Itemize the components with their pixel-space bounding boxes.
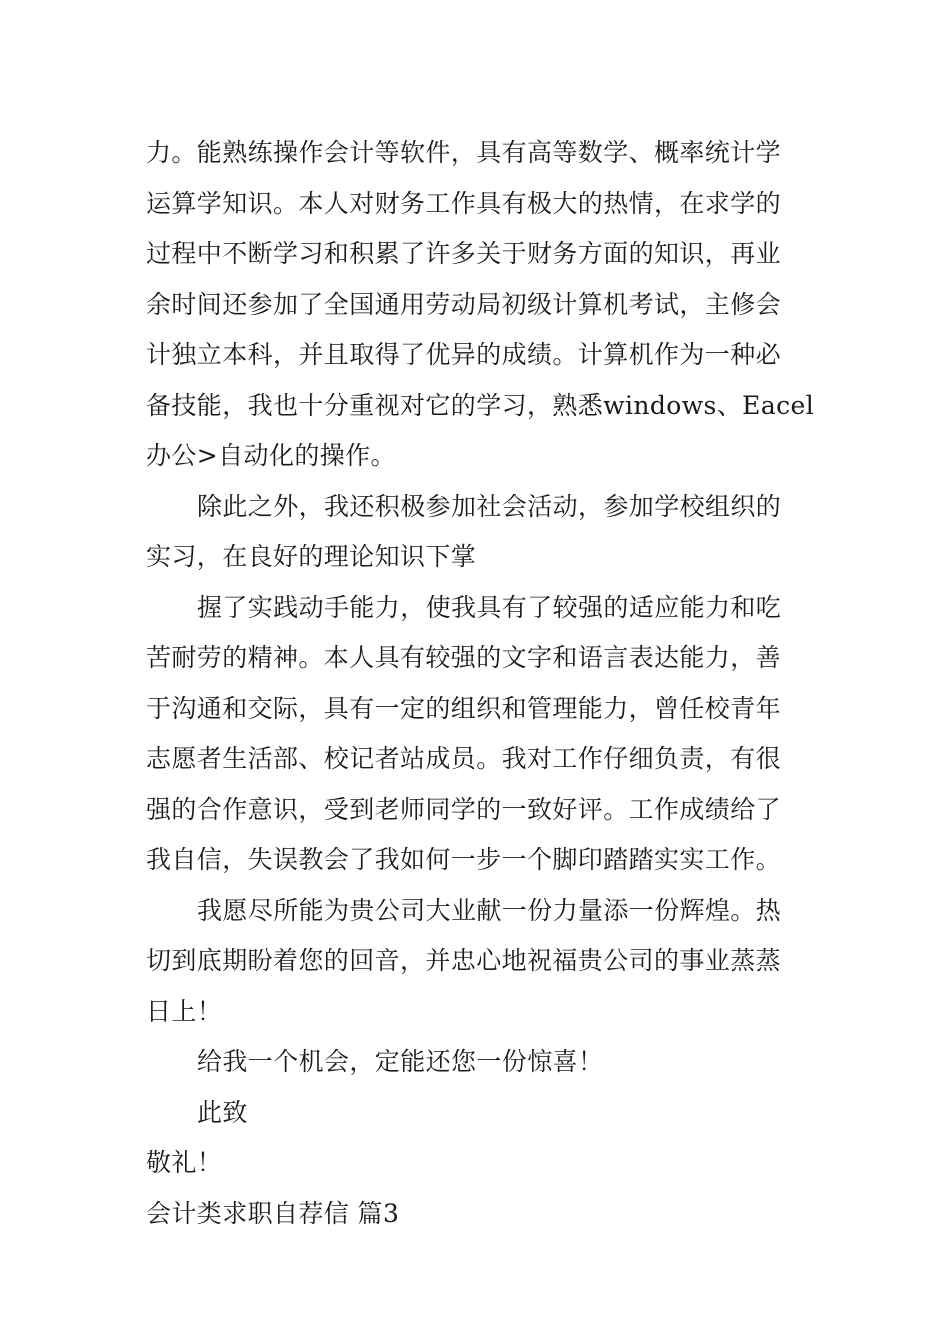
paragraph-skills: [146, 128, 815, 482]
text-line: 我愿尽所能为贵公司大业献一份力量添一份辉煌。热: [197, 895, 782, 925]
text-line: 此致: [197, 1097, 248, 1127]
paragraph-chance: [146, 1037, 806, 1088]
text-line: 于沟通和交际，具有一定的组织和管理能力，曾任校青年: [146, 693, 782, 723]
text-line: 日上！: [146, 996, 223, 1026]
paragraph-activities: [146, 482, 806, 583]
text-line: 运算学知识。本人对财务工作具有极大的热情，在求学的: [146, 188, 782, 218]
text-line: 强的合作意识，受到老师同学的一致好评。工作成绩给了: [146, 794, 782, 824]
text-line: 会计类求职自荐信 篇3: [146, 1198, 400, 1228]
closing-respect: [146, 1138, 806, 1189]
closing-salutation: [146, 1088, 806, 1139]
text-line: 备技能，我也十分重视对它的学习，熟悉windows、Eacel: [146, 390, 815, 420]
section-heading: [146, 1189, 806, 1240]
paragraph-abilities: [146, 583, 806, 886]
text-line: 计独立本科，并且取得了优异的成绩。计算机作为一种必: [146, 340, 782, 369]
text-line: 力。能熟练操作会计等软件，具有高等数学、概率统计学: [146, 138, 782, 167]
text-line: 握了实践动手能力，使我具有了较强的适应能力和吃: [197, 592, 782, 622]
text-line: 切到底期盼着您的回音，并忠心地祝福贵公司的事业蒸蒸: [146, 946, 782, 975]
text-line: 给我一个机会，定能还您一份惊喜！: [197, 1047, 604, 1076]
text-line: 过程中不断学习和积累了许多关于财务方面的知识，再业: [146, 239, 782, 268]
text-line: 敬礼！: [146, 1148, 223, 1177]
text-line: 办公>自动化的操作。: [146, 441, 396, 470]
text-line: 余时间还参加了全国通用劳动局初级计算机考试，主修会: [146, 289, 782, 319]
text-line: 我自信，失误教会了我如何一步一个脚印踏踏实实工作。: [146, 845, 782, 874]
text-line: 实习，在良好的理论知识下掌: [146, 542, 477, 571]
text-line: 除此之外，我还积极参加社会活动，参加学校组织的: [197, 491, 782, 521]
text-line: 志愿者生活部、校记者站成员。我对工作仔细负责，有很: [146, 744, 782, 773]
document-body: [146, 128, 815, 1239]
paragraph-wishes: [146, 886, 806, 1038]
text-line: 苦耐劳的精神。本人具有较强的文字和语言表达能力，善: [146, 643, 782, 672]
